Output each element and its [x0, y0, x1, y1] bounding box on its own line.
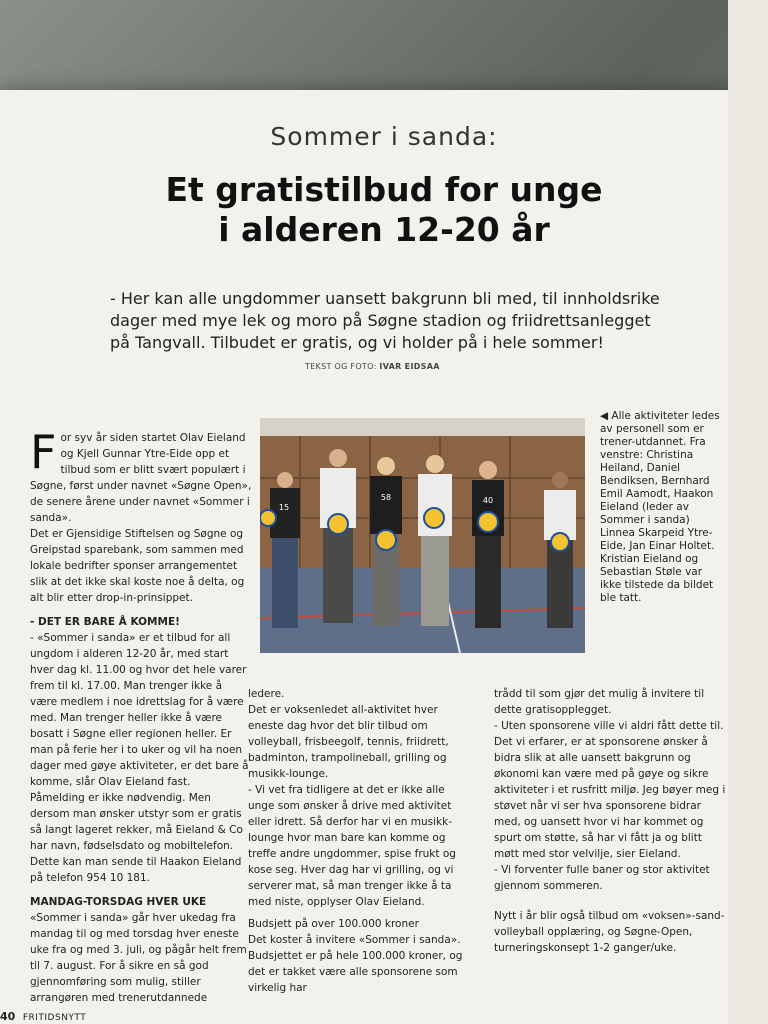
- paragraph: - Uten sponsorene ville vi aldri fått dette til. Det vi erfarer, er at sponsorene ønsker å bidra slik at alle uansett bakgrunn og økonomi kan være med på gøye og sikre aktiviteter i et rusfritt miljø. Jeg bøyer meg i støvet når vi ser hva sponsorene bidrar med, og uansett hvor vi har kommet og spurt om støtte, så har vi fått ja og blitt møtt med stor velvilje, sier Eieland.: [494, 720, 726, 860]
- headline-line-2: i alderen 12-20 år: [218, 210, 550, 249]
- paragraph: «Sommer i sanda» går hver ukedag fra mandag til og med torsdag hver eneste uke fra og med 3. juli, og pågår helt frem til 7. august. For å sikre en så god gjennomføring som mulig, stiller arrangøren med trenerutdannede: [30, 912, 247, 1004]
- page-number: 40: [0, 1010, 16, 1023]
- caption-text: Alle aktiviteter ledes av personell som er trener-utdannet. Fra venstre: Christina Heiland, Daniel Bendiksen, Bernhard Emil Aamodt, Haakon Eieland (leder av Sommer i sanda) Linnea Skarpeid Ytre-Eide, Jan Einar Holtet. Kristian Eieland og Sebastian Støle var ikke tilstede da bildet ble tatt.: [600, 410, 720, 604]
- jersey-number: 58: [380, 493, 392, 502]
- subheading: MANDAG-TORSDAG HVER UKE: [30, 896, 207, 908]
- paragraph: - Vi forventer fulle baner og stor aktivitet gjennom sommeren.: [494, 864, 710, 892]
- article-headline: [40, 170, 728, 250]
- byline: [305, 362, 440, 371]
- paragraph: Budsjett på over 100.000 kroner: [248, 918, 419, 930]
- paragraph: Påmelding er ikke nødvendig. Men dersom man ønsker utstyr som er gratis så langt lageret rekker, må Eieland & Co har navn, fødselsdato og mobiltelefon. Dette kan man sende til Haakon Eieland på telefon 954 10 181.: [30, 792, 243, 884]
- paragraph: Nytt i år blir også tilbud om «voksen»-sand-volleyball opplæring, og Søgne-Open, turneringskonsept 1-2 ganger/uke.: [494, 910, 725, 954]
- jersey-number: 40: [482, 496, 494, 505]
- paragraph: trådd til som gjør det mulig å invitere til dette gratisopplegget.: [494, 688, 705, 716]
- subheading: - DET ER BARE Å KOMME!: [30, 616, 180, 628]
- magazine-name: FRITIDSNYTT: [22, 1013, 87, 1023]
- byline-name: IVAR EIDSAA: [379, 362, 440, 371]
- next-page-edge: [728, 0, 768, 1024]
- body-column-2: [248, 686, 473, 996]
- caption-arrow-icon: ◀: [600, 410, 609, 422]
- paragraph: or syv år siden startet Olav Eieland og Kjell Gunnar Ytre-Eide opp et tilbud som er blitt svært populært i Søgne, først under navnet «Søgne Open», de senere årene under navnet «Sommer i sanda».: [30, 432, 252, 524]
- body-column-3: [494, 686, 729, 956]
- byline-label: TEKST OG FOTO:: [305, 362, 377, 371]
- body-column-1: [30, 425, 252, 1006]
- page-footer: [0, 1010, 86, 1023]
- paragraph: Det er voksenledet all-aktivitet hver eneste dag hvor det blir tilbud om volleyball, frisbeegolf, tennis, friidrett, badminton, trampolineball, grilling og musikk-lounge.: [248, 704, 449, 780]
- dropcap: F: [30, 425, 57, 479]
- jersey-number: 15: [278, 503, 290, 512]
- paragraph: - Vi vet fra tidligere at det er ikke alle unge som ønsker å drive med aktivitet eller idrett. Så derfor har vi en musikk-lounge hvor man bare kan komme og treffe andre ungdommer, spise frukt og kose seg. Hver dag har vi grilling, og vi serverer mat, så man trenger ikke å ta med niste, opplyser Olav Eieland.: [248, 784, 456, 908]
- article-kicker: Sommer i sanda:: [270, 122, 498, 151]
- team-photo: [260, 418, 585, 653]
- paragraph: ledere.: [248, 688, 285, 700]
- team-photo-illustration: [260, 418, 585, 653]
- article-lead: - Her kan alle ungdommer uansett bakgrunn bli med, til innholdsrike dager med mye lek og moro på Søgne stadion og friidrettsanlegget på Tangvall. Tilbudet er gratis, og vi holder på i hele sommer!: [110, 289, 660, 352]
- photo-caption: [600, 410, 720, 605]
- headline-line-1: Et gratistilbud for unge: [165, 170, 603, 209]
- paragraph: Det koster å invitere «Sommer i sanda». Budsjettet er på hele 100.000 kroner, og det er takket være alle sponsorene som virkelig har: [248, 934, 463, 994]
- paragraph: Det er Gjensidige Stiftelsen og Søgne og Greipstad sparebank, som sammen med lokale bedrifter sponser arrangementet slik at det ikke skal koste noe å delta, og alt blir etter drop-in-prinsippet.: [30, 528, 245, 604]
- paragraph: - «Sommer i sanda» er et tilbud for all ungdom i alderen 12-20 år, med start hver dag kl. 11.00 og hvor det hele varer frem til kl. 17.00. Man trenger ikke å være medlem i noe idrettslag for å være med. Man trenger heller ikke å være bosatt i Søgne eller regionen heller. Er man på ferie her i to uker og vil ha noen dager med gøye aktiviteter, er det bare å komme, slår Olav Eieland fast.: [30, 632, 249, 788]
